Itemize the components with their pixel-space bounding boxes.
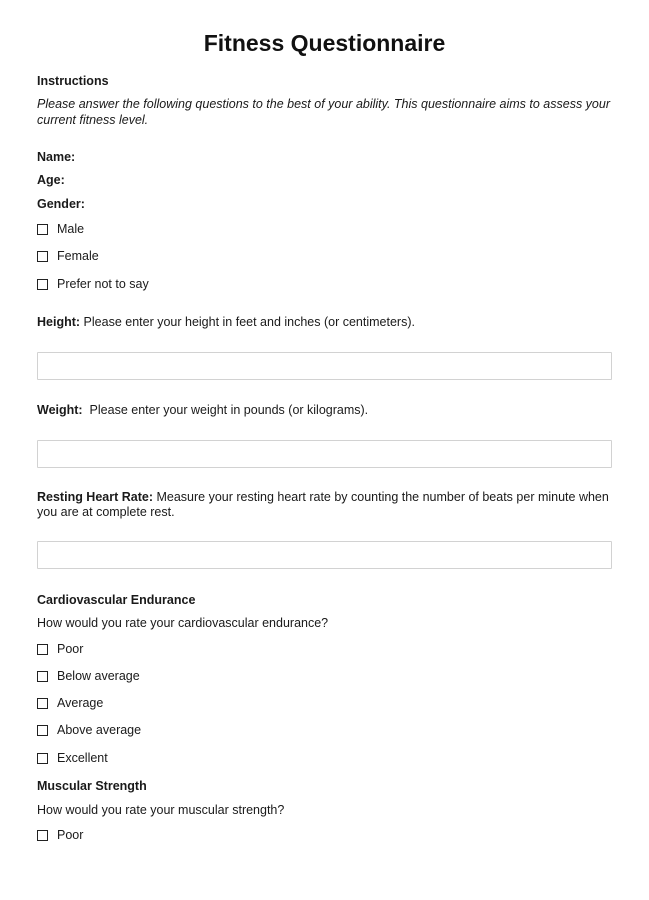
instructions-heading: Instructions: [37, 74, 109, 88]
checkbox[interactable]: [37, 224, 48, 235]
weight-text: Please enter your weight in pounds (or kilograms).: [89, 403, 369, 417]
muscular-option-poor[interactable]: [37, 827, 83, 843]
height-input[interactable]: [37, 352, 612, 380]
muscular-question: How would you rate your muscular strength?: [37, 803, 285, 817]
checkbox[interactable]: [37, 279, 48, 290]
checkbox[interactable]: [37, 671, 48, 682]
cardio-option-below-average[interactable]: [37, 668, 140, 684]
checkbox[interactable]: [37, 698, 48, 709]
cardio-question: How would you rate your cardiovascular endurance?: [37, 616, 329, 630]
instructions-text: Please answer the following questions to the best of your ability. This questionnaire aims to assess your current fitness level.: [37, 97, 610, 127]
height-label: Height:: [37, 315, 81, 329]
cardio-option-poor[interactable]: [37, 641, 83, 657]
option-label: Below average: [57, 669, 140, 683]
cardio-heading: Cardiovascular Endurance: [37, 593, 196, 607]
option-label: Above average: [57, 723, 142, 737]
checkbox[interactable]: [37, 644, 48, 655]
height-prompt: [37, 315, 612, 330]
resting-heart-rate-text: Measure your resting heart rate by counting the number of beats per minute when you are at complete rest.: [37, 490, 609, 519]
option-label: Poor: [57, 828, 84, 842]
resting-heart-rate-prompt: [37, 490, 612, 520]
height-text: Please enter your height in feet and inches (or centimeters).: [83, 315, 415, 329]
gender-option-prefer-not-to-say[interactable]: [37, 276, 149, 292]
weight-input[interactable]: [37, 440, 612, 468]
gender-option-male[interactable]: [37, 221, 84, 237]
weight-prompt: [37, 403, 612, 418]
cardio-option-excellent[interactable]: [37, 750, 108, 766]
muscular-heading: Muscular Strength: [37, 779, 147, 793]
checkbox[interactable]: [37, 753, 48, 764]
page-title: Fitness Questionnaire: [203, 30, 446, 56]
option-label: Prefer not to say: [57, 277, 149, 291]
option-label: Female: [57, 249, 99, 263]
option-label: Poor: [57, 642, 84, 656]
option-label: Male: [57, 222, 85, 236]
cardio-option-average[interactable]: [37, 695, 103, 711]
checkbox[interactable]: [37, 830, 48, 841]
resting-heart-rate-label: Resting Heart Rate:: [37, 490, 153, 504]
option-label: Average: [57, 696, 104, 710]
cardio-option-above-average[interactable]: [37, 722, 141, 738]
checkbox[interactable]: [37, 725, 48, 736]
option-label: Excellent: [57, 751, 108, 765]
name-label: Name:: [37, 150, 76, 164]
age-label: Age:: [37, 173, 65, 187]
gender-option-female[interactable]: [37, 248, 99, 264]
checkbox[interactable]: [37, 251, 48, 262]
resting-heart-rate-input[interactable]: [37, 541, 612, 569]
gender-label: Gender:: [37, 197, 85, 211]
weight-label: Weight:: [37, 403, 83, 417]
